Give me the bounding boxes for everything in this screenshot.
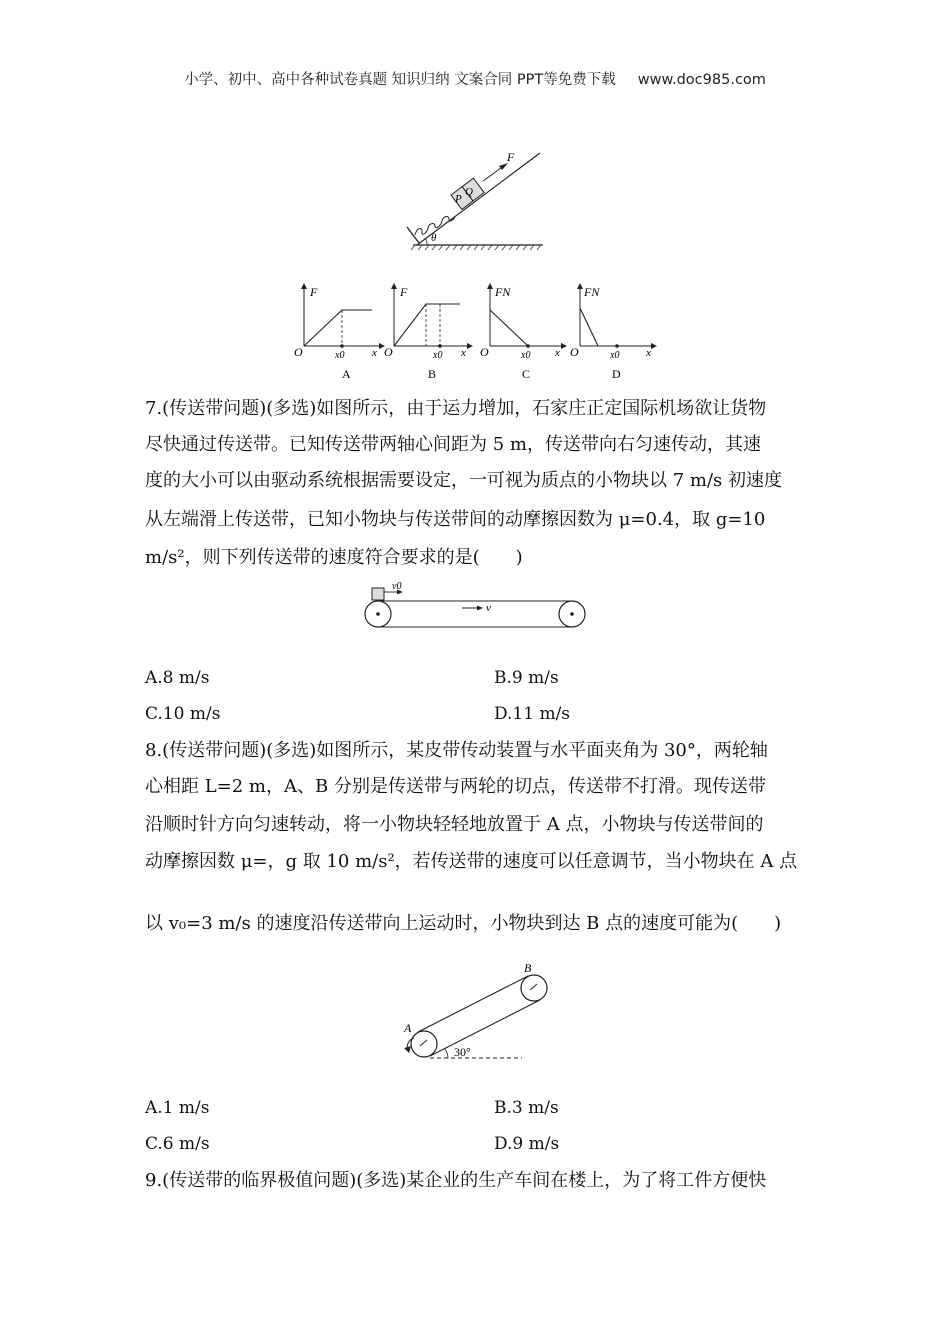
graph-a-ylabel: F [310, 285, 318, 299]
graph-b-x: x [461, 347, 466, 359]
q8-line-2: 心相距 L=2 m，A、B 分别是传送带与两轮的切点，传送带不打滑。现传送带 [145, 776, 766, 797]
graph-a-caption: A [342, 367, 351, 381]
figure-spring-incline [395, 145, 555, 255]
q7-option-c[interactable]: C.10 m/s [145, 704, 221, 724]
q8-line-4: 动摩擦因数 μ=，g 取 10 m/s²，若传送带的速度可以任意调节，当小物块在 A 点 [145, 851, 798, 872]
q7-line-1: 7.(传送带问题)(多选)如图所示，由于运力增加，石家庄正定国际机场欲让货物 [145, 398, 767, 419]
figure-graph-options [290, 282, 660, 382]
graph-c-x0: x0 [521, 350, 531, 361]
label-q: Q [465, 186, 473, 198]
q9-line-1: 9.(传送带的临界极值问题)(多选)某企业的生产车间在楼上，为了将工件方便快 [145, 1170, 767, 1191]
q8-option-d[interactable]: D.9 m/s [494, 1134, 560, 1154]
page-header [0, 68, 950, 89]
q8-option-b[interactable]: B.3 m/s [494, 1098, 559, 1118]
q7-line-5: m/s²，则下列传送带的速度符合要求的是( ) [145, 547, 523, 568]
q8-option-c[interactable]: C.6 m/s [145, 1134, 210, 1154]
label-v0: v0 [392, 581, 402, 592]
q7-option-a[interactable]: A.8 m/s [145, 668, 210, 688]
graph-c-caption: C [522, 367, 531, 381]
graph-d-x0: x0 [610, 350, 620, 361]
q8-line-5: 以 v₀=3 m/s 的速度沿传送带向上运动时，小物块到达 B 点的速度可能为( ) [145, 913, 782, 934]
graph-a-x: x [372, 347, 377, 359]
graph-b-origin: O [384, 345, 393, 359]
graph-d-x: x [646, 347, 651, 359]
graph-d-ylabel: FN [584, 285, 600, 299]
graph-c-origin: O [480, 345, 489, 359]
label-p: P [455, 193, 462, 205]
header-url[interactable]: www.doc985.com [637, 72, 766, 88]
q8-line-1: 8.(传送带问题)(多选)如图所示，某皮带传动装置与水平面夹角为 30°，两轮轴 [145, 740, 768, 761]
graph-c [480, 285, 564, 381]
graph-d-origin: O [570, 345, 579, 359]
label-point-a: A [404, 1021, 412, 1035]
graph-a-origin: O [294, 345, 303, 359]
label-force: F [507, 150, 515, 164]
q8-line-3: 沿顺时针方向匀速转动，将一小物块轻轻地放置于 A 点，小物块与传送带间的 [145, 814, 764, 835]
figure-horizontal-conveyor [358, 578, 590, 634]
graph-c-x: x [555, 347, 560, 359]
q7-option-b[interactable]: B.9 m/s [494, 668, 559, 688]
q7-option-d[interactable]: D.11 m/s [494, 704, 571, 724]
q7-line-4: 从左端滑上传送带，已知小物块与传送带间的动摩擦因数为 μ=0.4，取 g=10 [145, 509, 766, 530]
q7-line-3: 度的大小可以由驱动系统根据需要设定，一可视为质点的小物块以 7 m/s 初速度 [145, 470, 782, 491]
graph-b [384, 285, 470, 381]
graph-a-x0: x0 [335, 350, 345, 361]
label-v: v [486, 602, 491, 614]
label-angle-30: 30° [454, 1045, 471, 1059]
figure-inclined-conveyor [396, 960, 560, 1066]
header-text: 小学、初中、高中各种试卷真题 知识归纳 文案合同 PPT等免费下载 [184, 72, 616, 88]
graph-b-x0: x0 [433, 350, 443, 361]
graph-a [294, 285, 382, 381]
label-angle: θ [431, 232, 437, 244]
label-point-b: B [524, 961, 532, 975]
graph-b-ylabel: F [400, 285, 408, 299]
graph-c-ylabel: FN [495, 285, 511, 299]
graph-b-caption: B [428, 367, 437, 381]
graph-d [570, 285, 654, 381]
q7-line-2: 尽快通过传送带。已知传送带两轴心间距为 5 m，传送带向右匀速传动，其速 [145, 434, 761, 455]
q8-option-a[interactable]: A.1 m/s [145, 1098, 210, 1118]
graph-d-caption: D [612, 367, 621, 381]
